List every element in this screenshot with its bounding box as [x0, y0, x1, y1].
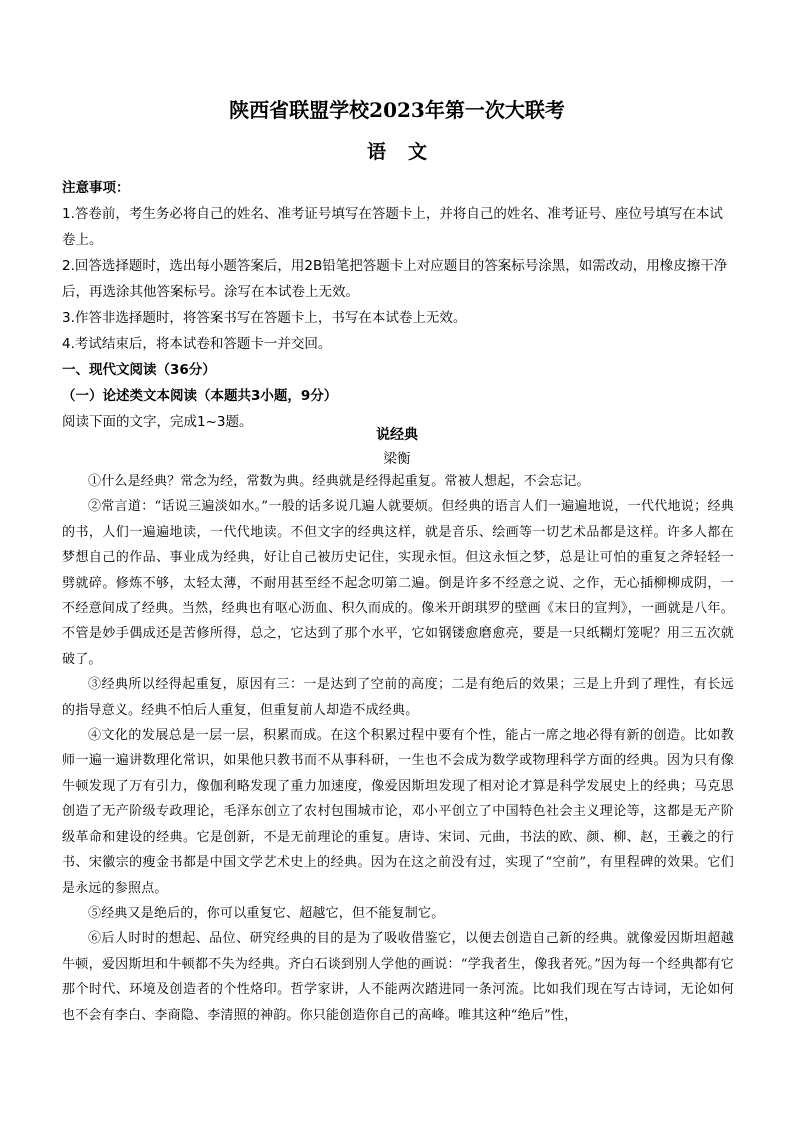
exam-title: 陕西省联盟学校2023年第一次大联考: [229, 98, 565, 122]
article-paragraph-5: ⑤经典又是绝后的，你可以重复它、超越它，但不能复制它。: [88, 905, 445, 921]
section-instruction: 阅读下面的文字，完成1~3题。: [62, 414, 253, 430]
article-paragraph-4: ④文化的发展总是一层一层，积累而成。在这个积累过程中要有个性，能占一席之地必得有新的创造。比如教师一遍一遍讲数理化常识，如果他只教书而不从事科研，一生也不会成为数学或物理科学方面的经典。因为只有像牛顿发现了万有引力，像伽利略发现了重力加速度，像爱因斯坦发现了相对论才算是科学发展史上的经典；马克思创造了无产阶级专政理论，毛泽东创立了农村包围城市论，邓小平创立了中国特色社会主义理论等，这都是无产阶级革命和建设的经典。它是创新，不是无前理论的重复。唐诗、宋词、元曲，书法的欧、颜、柳、赵，王羲之的行书、宋徽宗的瘦金书都是中国文学艺术史上的经典。因为在这之前没有过，实现了“空前”，有里程碑的效果。它们是永远的参照点。: [62, 728, 734, 896]
notes-heading: 注意事项：: [62, 180, 130, 196]
article-paragraph-6: ⑥后人时时的想起、品位、研究经典的目的是为了吸收借鉴它，以便去创造自己新的经典。就像爱因斯坦超越牛顿，爱因斯坦和牛顿都不失为经典。齐白石谈到别人学他的画说：“学我者生，像我者死。”因为每一个经典都有它那个时代、环境及创造者的个性烙印。哲学家讲，人不能两次踏进同一条河流。比如我们现在写古诗词，无论如何也不会有李白、李商隐、李清照的神韵。你只能创造你自己的高峰。唯其这种“绝后”性，: [62, 931, 734, 1023]
notes-item-4: 4.考试结束后，将本试卷和答题卡一并交回。: [62, 336, 332, 352]
article-paragraph-3: ③经典所以经得起重复，原因有三：一是达到了空前的高度；二是有绝后的效果；三是上升到了理性，有长远的指导意义。经典不怕后人重复，但重复前人却造不成经典。: [62, 677, 734, 718]
article-body: [62, 469, 734, 1028]
article-author: 梁衡: [383, 451, 411, 467]
notes-item-1: 1.答卷前，考生务必将自己的姓名、准考证号填写在答题卡上，并将自己的姓名、准考证号、座位号填写在本试卷上。: [62, 206, 723, 248]
notes-item-3: 3.作答非选择题时，将答案书写在答题卡上，书写在本试卷上无效。: [62, 310, 467, 326]
exam-notes: [62, 175, 734, 435]
section-subtitle: （一）论述类文本阅读（本题共3小题，9分）: [62, 388, 338, 404]
notes-item-2: 2.回答选择题时，选出每小题答案后，用2B铅笔把答题卡上对应题目的答案标号涂黑，如需改动，用橡皮擦干净后，再选涂其他答案标号。涂写在本试卷上无效。: [62, 258, 728, 300]
subject-title: 语文: [366, 141, 449, 163]
article-paragraph-2: ②常言道：“话说三遍淡如水。”一般的话多说几遍人就要烦。但经典的语言人们一遍遍地说，一代代地说；经典的书，人们一遍遍地读，一代代地读。不但文字的经典这样，就是音乐、绘画等一切艺术品都是这样。许多人都在梦想自己的作品、事业成为经典，好让自己被历史记住，实现永恒。但这永恒之梦，总是让可怕的重复之斧轻轻一劈就碎。修炼不够，太轻太薄，不耐用甚至经不起念叨第二遍。倒是许多不经意之说、之作，无心插柳柳成阴，一不经意间成了经典。当然，经典也有呕心沥血、积久而成的。像米开朗琪罗的壁画《末日的宣判》，一画就是八年。不管是妙手偶成还是苦修所得，总之，它达到了那个水平，它如钢镂愈磨愈亮，要是一只纸糊灯笼呢？用三五次就破了。: [62, 499, 734, 667]
section-title: 一、现代文阅读（36分）: [62, 362, 216, 378]
article-paragraph-1: ①什么是经典？常念为经，常数为典。经典就是经得起重复。常被人想起，不会忘记。: [88, 474, 590, 489]
article-title: 说经典: [376, 427, 418, 443]
